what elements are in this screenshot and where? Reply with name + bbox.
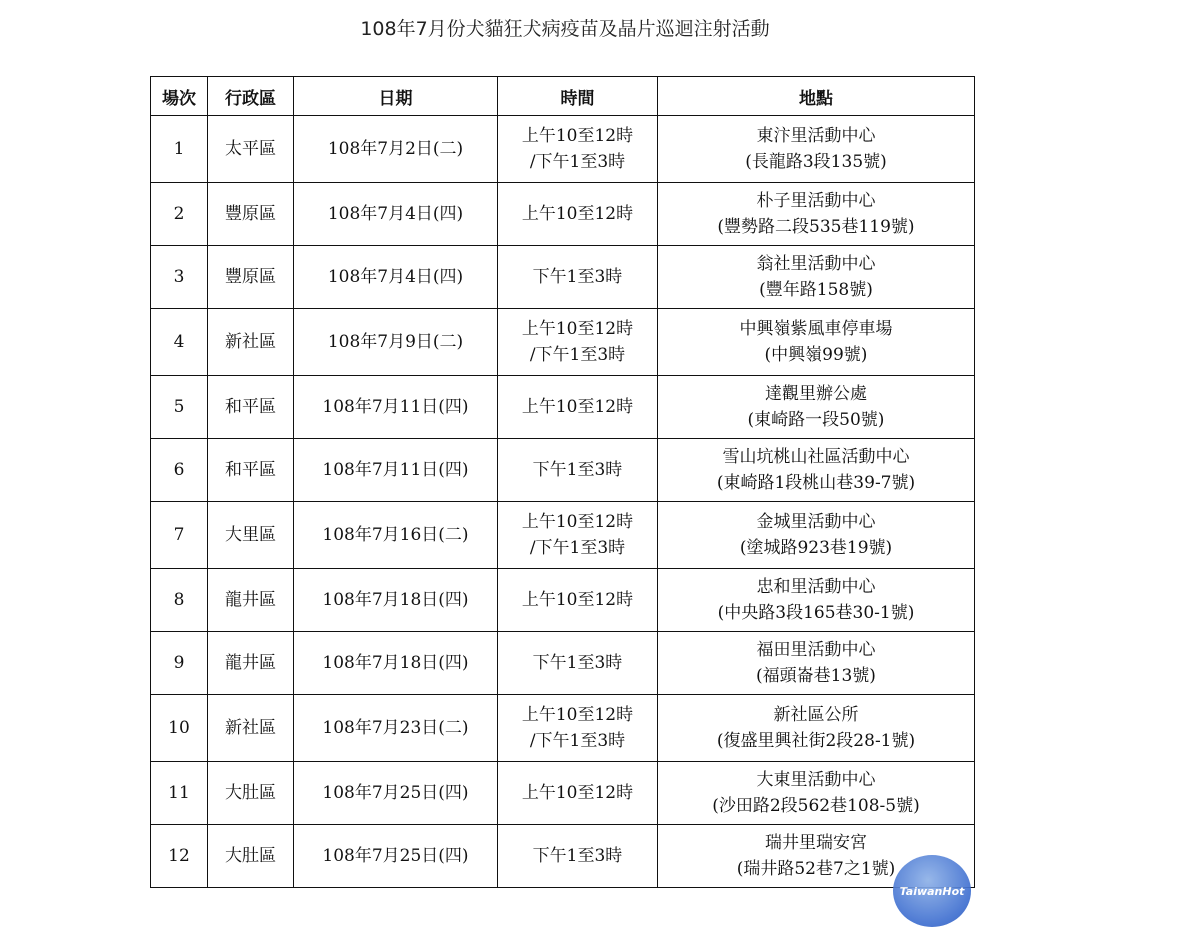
cell-district: 新社區 xyxy=(208,695,294,762)
cell-session: 5 xyxy=(151,376,208,439)
location-name: 東汴里活動中心 xyxy=(756,126,876,146)
taiwanhot-watermark-logo: TaiwanHot xyxy=(893,855,971,927)
cell-location xyxy=(658,116,975,183)
cell-location xyxy=(658,695,975,762)
cell-time xyxy=(498,116,658,183)
cell-date: 108年7月11日(四) xyxy=(294,439,498,502)
cell-time xyxy=(498,569,658,632)
cell-time xyxy=(498,695,658,762)
time-line: 下午1至3時 xyxy=(532,653,623,673)
cell-district: 大肚區 xyxy=(208,762,294,825)
location-address: (塗城路923巷19號) xyxy=(739,538,893,558)
cell-location xyxy=(658,376,975,439)
cell-date: 108年7月2日(二) xyxy=(294,116,498,183)
cell-location xyxy=(658,183,975,246)
cell-session: 2 xyxy=(151,183,208,246)
header-location: 地點 xyxy=(658,77,975,116)
cell-session: 4 xyxy=(151,309,208,376)
cell-district: 豐原區 xyxy=(208,246,294,309)
cell-district: 和平區 xyxy=(208,439,294,502)
cell-district: 豐原區 xyxy=(208,183,294,246)
cell-time xyxy=(498,502,658,569)
cell-district: 新社區 xyxy=(208,309,294,376)
cell-time xyxy=(498,632,658,695)
time-line: 下午1至3時 xyxy=(532,846,623,866)
header-time: 時間 xyxy=(498,77,658,116)
time-line: /下午1至3時 xyxy=(529,538,626,558)
cell-location xyxy=(658,632,975,695)
table-body xyxy=(151,116,975,888)
cell-session: 10 xyxy=(151,695,208,762)
table-row xyxy=(151,309,975,376)
cell-date: 108年7月4日(四) xyxy=(294,246,498,309)
cell-date: 108年7月25日(四) xyxy=(294,825,498,888)
cell-date: 108年7月18日(四) xyxy=(294,632,498,695)
cell-time xyxy=(498,376,658,439)
cell-date: 108年7月25日(四) xyxy=(294,762,498,825)
cell-date: 108年7月23日(二) xyxy=(294,695,498,762)
location-name: 雪山坑桃山社區活動中心 xyxy=(722,447,910,467)
cell-location xyxy=(658,246,975,309)
cell-time xyxy=(498,825,658,888)
cell-time xyxy=(498,183,658,246)
cell-date: 108年7月9日(二) xyxy=(294,309,498,376)
table-row xyxy=(151,183,975,246)
cell-time xyxy=(498,762,658,825)
cell-time xyxy=(498,309,658,376)
cell-district: 龍井區 xyxy=(208,632,294,695)
cell-session: 1 xyxy=(151,116,208,183)
time-line: 下午1至3時 xyxy=(532,267,623,287)
cell-district: 和平區 xyxy=(208,376,294,439)
table-row xyxy=(151,825,975,888)
time-line: /下午1至3時 xyxy=(529,345,626,365)
cell-session: 11 xyxy=(151,762,208,825)
time-line: 上午10至12時 xyxy=(521,705,634,725)
cell-district: 龍井區 xyxy=(208,569,294,632)
location-address: (中興嶺99號) xyxy=(764,345,868,365)
table-row xyxy=(151,439,975,502)
time-line: 上午10至12時 xyxy=(521,204,634,224)
location-address: (中央路3段165巷30-1號) xyxy=(717,603,915,623)
location-name: 新社區公所 xyxy=(773,705,859,725)
cell-location xyxy=(658,439,975,502)
cell-district: 大里區 xyxy=(208,502,294,569)
time-line: 上午10至12時 xyxy=(521,783,634,803)
location-name: 金城里活動中心 xyxy=(756,512,876,532)
time-line: 上午10至12時 xyxy=(521,590,634,610)
cell-location xyxy=(658,569,975,632)
time-line: 上午10至12時 xyxy=(521,397,634,417)
cell-session: 9 xyxy=(151,632,208,695)
location-address: (豐年路158號) xyxy=(759,280,873,300)
cell-location xyxy=(658,309,975,376)
location-address: (東崎路一段50號) xyxy=(747,410,885,430)
cell-location xyxy=(658,762,975,825)
location-name: 中興嶺紫風車停車場 xyxy=(739,319,893,339)
cell-session: 8 xyxy=(151,569,208,632)
time-line: 上午10至12時 xyxy=(521,319,634,339)
table-row xyxy=(151,376,975,439)
cell-session: 6 xyxy=(151,439,208,502)
cell-session: 3 xyxy=(151,246,208,309)
cell-time xyxy=(498,246,658,309)
cell-session: 7 xyxy=(151,502,208,569)
table-row xyxy=(151,502,975,569)
cell-date: 108年7月16日(二) xyxy=(294,502,498,569)
location-address: (沙田路2段562巷108-5號) xyxy=(712,796,920,816)
cell-date: 108年7月4日(四) xyxy=(294,183,498,246)
cell-date: 108年7月18日(四) xyxy=(294,569,498,632)
location-address: (福頭崙巷13號) xyxy=(756,666,876,686)
location-name: 朴子里活動中心 xyxy=(756,191,876,211)
table-row xyxy=(151,632,975,695)
time-line: /下午1至3時 xyxy=(529,731,626,751)
location-address: (長龍路3段135號) xyxy=(745,152,887,172)
table-row xyxy=(151,246,975,309)
location-name: 瑞井里瑞安宮 xyxy=(765,833,867,853)
cell-location xyxy=(658,502,975,569)
cell-district: 大肚區 xyxy=(208,825,294,888)
cell-session: 12 xyxy=(151,825,208,888)
location-address: (豐勢路二段535巷119號) xyxy=(717,217,915,237)
location-name: 福田里活動中心 xyxy=(756,640,876,660)
time-line: 下午1至3時 xyxy=(532,460,623,480)
table-row xyxy=(151,116,975,183)
location-name: 達觀里辦公處 xyxy=(765,384,867,404)
time-line: 上午10至12時 xyxy=(521,512,634,532)
cell-time xyxy=(498,439,658,502)
location-address: (復盛里興社街2段28-1號) xyxy=(716,731,916,751)
table-row xyxy=(151,762,975,825)
time-line: 上午10至12時 xyxy=(521,126,634,146)
table-row xyxy=(151,695,975,762)
header-row xyxy=(151,77,975,116)
header-date: 日期 xyxy=(294,77,498,116)
location-name: 翁社里活動中心 xyxy=(756,254,876,274)
cell-district: 太平區 xyxy=(208,116,294,183)
location-name: 大東里活動中心 xyxy=(756,770,876,790)
cell-date: 108年7月11日(四) xyxy=(294,376,498,439)
location-name: 忠和里活動中心 xyxy=(756,577,876,597)
location-address: (東崎路1段桃山巷39-7號) xyxy=(716,473,916,493)
schedule-table xyxy=(150,76,975,888)
document-title: 108年7月份犬貓狂犬病疫苗及晶片巡迴注射活動 xyxy=(360,18,770,40)
time-line: /下午1至3時 xyxy=(529,152,626,172)
header-district: 行政區 xyxy=(208,77,294,116)
header-session: 場次 xyxy=(151,77,208,116)
table-row xyxy=(151,569,975,632)
location-address: (瑞井路52巷7之1號) xyxy=(736,859,896,879)
